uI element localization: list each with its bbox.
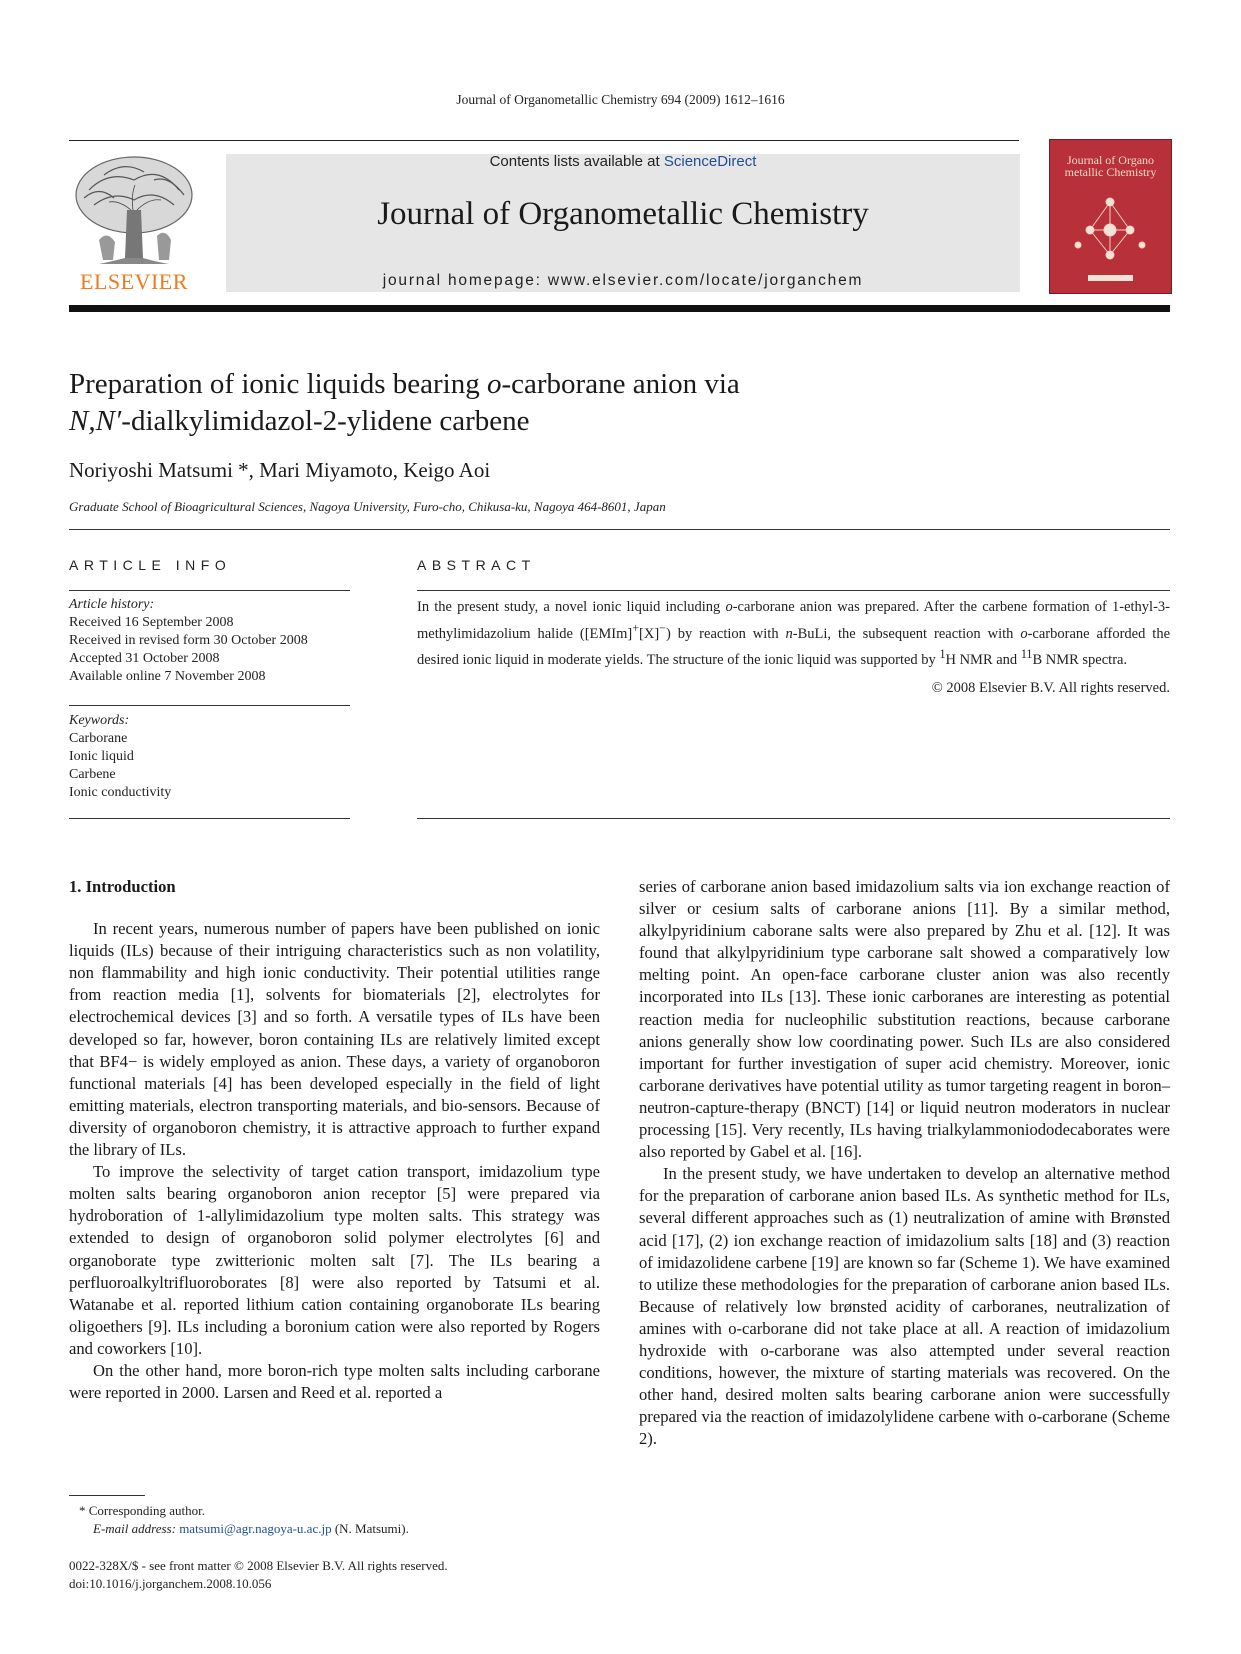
title-rule	[69, 529, 1170, 530]
author-list: Noriyoshi Matsumi *, Mari Miyamoto, Keigo Aoi	[69, 458, 491, 482]
header-rule	[69, 140, 1019, 141]
footnotes	[79, 1502, 599, 1538]
abstract-copyright: © 2008 Elsevier B.V. All rights reserved.	[931, 680, 1170, 696]
paragraph: To improve the selectivity of target cation transport, imidazolium type molten salts bearing organoboron anion receptor [5] were prepared via hydroboration of 1-allylimidazolium type molten salts. This strategy was extended to design of organoboron solid polymer electrolytes [6] and organoborate type zwitterionic molten salt [7]. The ILs bearing a perfluoroalkyltrifluoroborates [8] were also reported by Tatsumi et al. Watanabe et al. reported lithium cation containing organoborate ILs bearing oligoethers [9]. ILs including a boronium cation were also reported by Rogers and coworkers [10].	[69, 1162, 600, 1358]
paragraph: On the other hand, more boron-rich type molten salts including carborane were reported in 2000. Larsen and Reed et al. reported a	[69, 1360, 600, 1403]
history-online: Available online 7 November 2008	[69, 669, 266, 684]
molecule-icon	[1050, 140, 1171, 293]
issn-line: 0022-328X/$ - see front matter © 2008 Elsevier B.V. All rights reserved.	[69, 1558, 448, 1573]
elsevier-tree-icon	[69, 150, 199, 268]
email-link[interactable]: matsumi@agr.nagoya-u.ac.jp	[179, 1521, 332, 1536]
journal-name: Journal of Organometallic Chemistry	[377, 196, 869, 232]
abstract-rule	[417, 590, 1170, 591]
keywords-rule	[69, 705, 350, 706]
front-matter	[69, 1557, 609, 1593]
section-heading-introduction: 1. Introduction	[69, 877, 176, 896]
paragraph: In the present study, we have undertaken to develop an alternative method for the preparation of carborane anion based ILs. As synthetic method for ILs, several different approaches such as (1) neutralization of amine with Brønsted acid [17], (2) ion exchange reaction of imidazolium salts [18] and (3) reaction of imidazolidene carbene [19] are known so far (Scheme 1). We have examined to utilize these methodologies for the preparation of carborane anion based ILs. Because of relatively low brønsted acidity of carboranes, neutralization of amines with o-carborane did not take place at all. A reaction of imidazolium hydroxide with o-carborane was also attempted under several reaction conditions, however, the mixture of starting materials was recovered. On the other hand, desired molten salts bearing carborane anion were successfully prepared via the reaction of imidazolylidene carbene with o-carborane (Scheme 2).	[639, 1164, 1170, 1449]
doi-line[interactable]: doi:10.1016/j.jorganchem.2008.10.056	[69, 1576, 272, 1591]
abstract-heading: ABSTRACT	[417, 557, 536, 573]
history-received: Received 16 September 2008	[69, 615, 234, 630]
keyword: Carborane	[69, 731, 128, 746]
keyword: Carbene	[69, 767, 116, 782]
abstract-bottom-rule	[417, 818, 1170, 819]
article-info-bottom-rule	[69, 818, 350, 819]
article-history	[69, 596, 350, 686]
sciencedirect-link[interactable]: ScienceDirect	[663, 153, 757, 170]
corresponding-author-note: * Corresponding author.	[79, 1503, 206, 1518]
elsevier-logo[interactable]	[69, 150, 199, 295]
article-info-rule	[69, 590, 350, 591]
history-accepted: Accepted 31 October 2008	[69, 651, 220, 666]
article-history-label: Article history:	[69, 597, 155, 612]
paragraph: series of carborane anion based imidazolium salts via ion exchange reaction of silver or cesium salts of carborane anions [11]. By a similar method, alkylpyridinium caborane salts were also prepared by Zhu et al. [12]. It was found that alkylpyridinium type carborane salt showed a comparatively low melting point. An open-face carborane cluster anion was also recently incorporated into ILs [13]. These ionic carboranes are interesting as potential reaction media for nucleophilic substitution reactions, because carborane anions generally show low coordinating power. Such ILs are also considered important for further investigation of super acid chemistry. Moreover, ionic carborane derivatives have potential utility as tumor targeting reagent in boron–neutron-capture-therapy (BNCT) [14] or liquid neutron moderators in nuclear processing [15]. Very recently, ILs having trialkylammoniododecaborates were also reported by Gabel et al. [16].	[639, 877, 1170, 1162]
article-info-heading: ARTICLE INFO	[69, 557, 232, 573]
email-label: E-mail address:	[93, 1521, 180, 1536]
contents-line	[226, 153, 1020, 170]
masthead-thick-rule	[69, 305, 1170, 312]
elsevier-wordmark: ELSEVIER	[80, 269, 188, 294]
affiliation: Graduate School of Bioagricultural Sciences, Nagoya University, Furo-cho, Chikusa-ku, Nagoya 464-8601, Japan	[69, 499, 666, 514]
journal-homepage[interactable]: journal homepage: www.elsevier.com/locate/jorganchem	[382, 272, 864, 289]
history-revised: Received in revised form 30 October 2008	[69, 633, 308, 648]
abstract-text: In the present study, a novel ionic liquid including o-carborane anion was prepared. After the carbene formation of 1-ethyl-3-methylimidazolium halide ([EMIm]+[X]−) by reaction with n-BuLi, the subsequent reaction with o-carborane afforded the desired ionic liquid in moderate yields. The structure of the ionic liquid was supported by $^1$H NMR and $^{11}$B NMR spectra.	[417, 599, 1171, 668]
keywords	[69, 712, 350, 802]
email-suffix: (N. Matsumi).	[331, 1521, 409, 1536]
body-right-column	[639, 876, 1170, 1450]
contents-prefix: Contents lists available at	[489, 153, 664, 170]
journal-cover-thumbnail[interactable]	[1049, 139, 1172, 294]
keyword: Ionic conductivity	[69, 785, 172, 800]
keywords-label: Keywords:	[69, 713, 130, 728]
body-left-column	[69, 876, 600, 1404]
cover-title: Journal of Organo metallic Chemistry	[1064, 153, 1157, 179]
paragraph: In recent years, numerous number of papers have been published on ionic liquids (ILs) because of their intriguing characteristics such as non volatility, non flammability and high ionic conductivity. Their potential utilities range from reaction media [1], solvents for biomaterials [2], electrolytes for electrochemical devices [3] and so forth. A versatile types of ILs have been developed so far, however, boron containing ILs are relatively limited except that BF4− is widely employed as anion. These days, a variety of organoboron functional materials [4] has been developed especially in the field of light emitting materials, electron transporting materials, and bio-sensors. Because of diversity of organoboron chemistry, it is attractive approach to further expand the library of ILs.	[69, 919, 600, 1160]
keyword: Ionic liquid	[69, 749, 134, 764]
article-title: Preparation of ionic liquids bearing o-carborane anion via N,N′-dialkylimidazol-2-ylidene carbene	[69, 368, 740, 437]
footnote-rule	[69, 1495, 145, 1496]
running-head: Journal of Organometallic Chemistry 694 (2009) 1612–1616	[456, 92, 785, 107]
